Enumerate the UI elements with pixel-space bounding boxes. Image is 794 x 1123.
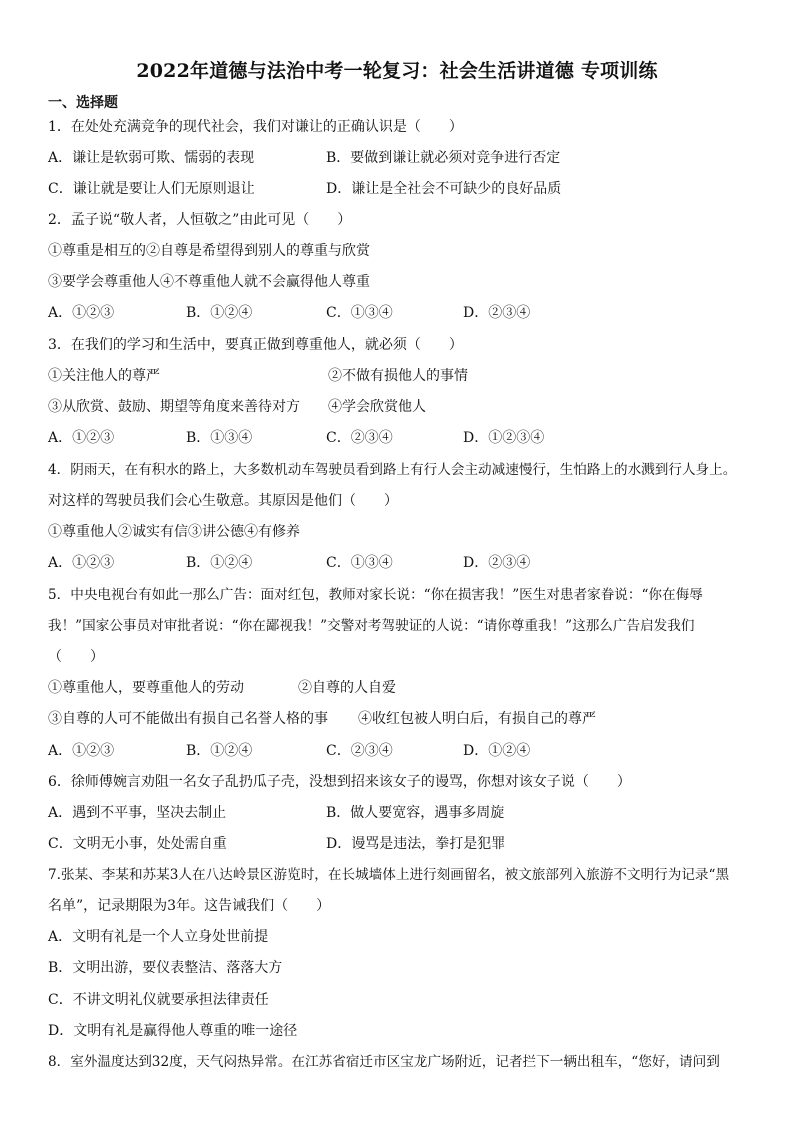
question-2-option-a: A．①②③ (48, 305, 115, 321)
question-5-option-d: D．①②④ (463, 743, 531, 759)
question-1-option-c: C．谦让就是要让人们无原则退让 (48, 181, 255, 197)
question-4-option-c: C．①③④ (326, 555, 393, 571)
question-3-statement-2: ②不做有损他人的事情 (328, 368, 468, 384)
question-3-stem: 3．在我们的学习和生活中，要真正做到尊重他人，就必须（ ） (48, 337, 463, 353)
question-3-option-c: C．②③④ (326, 430, 393, 446)
question-5-stem-line-3: （ ） (48, 649, 104, 665)
question-3-statement-3: ③从欣赏、鼓励、期望等角度来善待对方 (48, 399, 300, 415)
question-4-statement-1: ①尊重他人②诚实有信③讲公德④有修养 (48, 524, 300, 540)
question-6-option-c: C．文明无小事，处处需自重 (48, 836, 227, 852)
question-2-statement-1: ①尊重是相互的②自尊是希望得到别人的尊重与欣赏 (48, 243, 370, 259)
question-5-statement-4: ④收红包被人明白后，有损自己的尊严 (358, 711, 596, 727)
question-3-option-a: A．①②③ (48, 430, 115, 446)
question-4-option-d: D．②③④ (463, 555, 531, 571)
question-5-statement-1: ①尊重他人，要尊重他人的劳动 (48, 680, 244, 696)
question-5-option-c: C．②③④ (326, 743, 393, 759)
question-6-option-d: D．谩骂是违法，拳打是犯罪 (326, 836, 506, 852)
question-1-option-b: B．要做到谦让就必须对竞争进行否定 (326, 150, 561, 166)
question-2-statement-2: ③要学会尊重他人④不尊重他人就不会赢得他人尊重 (48, 274, 370, 290)
question-1-option-d: D．谦让是全社会不可缺少的良好品质 (326, 181, 562, 197)
section-heading: 一、选择题 (48, 95, 118, 111)
question-6-stem: 6．徐师傅婉言劝阻一名女子乱扔瓜子壳，没想到招来该女子的谩骂，你想对该女子说（ ） (48, 774, 631, 790)
question-2-option-b: B．①②④ (186, 305, 253, 321)
question-7-option-d: D．文明有礼是赢得他人尊重的唯一途径 (48, 1023, 298, 1039)
question-4-stem-line-1: 4．阴雨天，在有积水的路上，大多数机动车驾驶员看到路上有行人会主动减速慢行，生怕路上的水溅到行人身上。 (48, 462, 737, 478)
question-5-stem-line-2: 我！”国家公事员对审批者说：“你在鄙视我！”交警对考驾驶证的人说：“请你尊重我！”这那么广告启发我们 (48, 618, 695, 634)
question-4-stem-line-2: 对这样的驾驶员我们会心生敬意。其原因是他们（ ） (48, 493, 398, 509)
question-5-statement-3: ③自尊的人可不能做出有损自己名誉人格的事 (48, 711, 328, 727)
page-title: 2022年道德与法治中考一轮复习：社会生活讲道德 专项训练 (136, 60, 658, 82)
question-3-statement-4: ④学会欣赏他人 (328, 399, 426, 415)
question-6-option-a: A．遇到不平事，坚决去制止 (48, 805, 227, 821)
question-7-option-a: A．文明有礼是一个人立身处世前提 (48, 929, 269, 945)
question-4-option-a: A．①②③ (48, 555, 115, 571)
question-3-option-d: D．①②③④ (463, 430, 545, 446)
question-8-stem-line-1: 8．室外温度达到32度，天气闷热异常。在江苏省宿迁市区宝龙广场附近，记者拦下一辆出租车，“您好，请问到 (48, 1054, 720, 1070)
question-6-option-b: B．做人要宽容，遇事多周旋 (326, 805, 505, 821)
question-3-option-b: B．①③④ (186, 430, 253, 446)
question-7-stem-line-1: 7.张某、李某和苏某3人在八达岭景区游览时，在长城墙体上进行刻画留名，被文旅部列入旅游不文明行为记录“黑 (48, 867, 730, 883)
question-7-option-b: B．文明出游，要仪表整洁、落落大方 (48, 960, 283, 976)
question-2-option-c: C．①③④ (326, 305, 393, 321)
question-2-option-d: D．②③④ (463, 305, 531, 321)
question-2-stem: 2．孟子说“敬人者，人恒敬之”由此可见（ ） (48, 212, 352, 228)
question-3-statement-1: ①关注他人的尊严 (48, 368, 160, 384)
question-5-option-b: B．①②④ (186, 743, 253, 759)
question-1-option-a: A．谦让是软弱可欺、懦弱的表现 (48, 150, 255, 166)
question-7-stem-line-2: 名单”，记录期限为3年。这告诫我们（ ） (48, 898, 331, 914)
question-1-stem: 1．在处处充满竞争的现代社会，我们对谦让的正确认识是（ ） (48, 119, 463, 135)
question-5-stem-line-1: 5．中央电视台有如此一那么广告：面对红包，教师对家长说：“你在损害我！”医生对患者家眷说：“你在侮辱 (48, 587, 703, 603)
question-4-option-b: B．①②④ (186, 555, 253, 571)
question-5-option-a: A．①②③ (48, 743, 115, 759)
question-7-option-c: C．不讲文明礼仪就要承担法律责任 (48, 992, 269, 1008)
question-5-statement-2: ②自尊的人自爱 (298, 680, 396, 696)
